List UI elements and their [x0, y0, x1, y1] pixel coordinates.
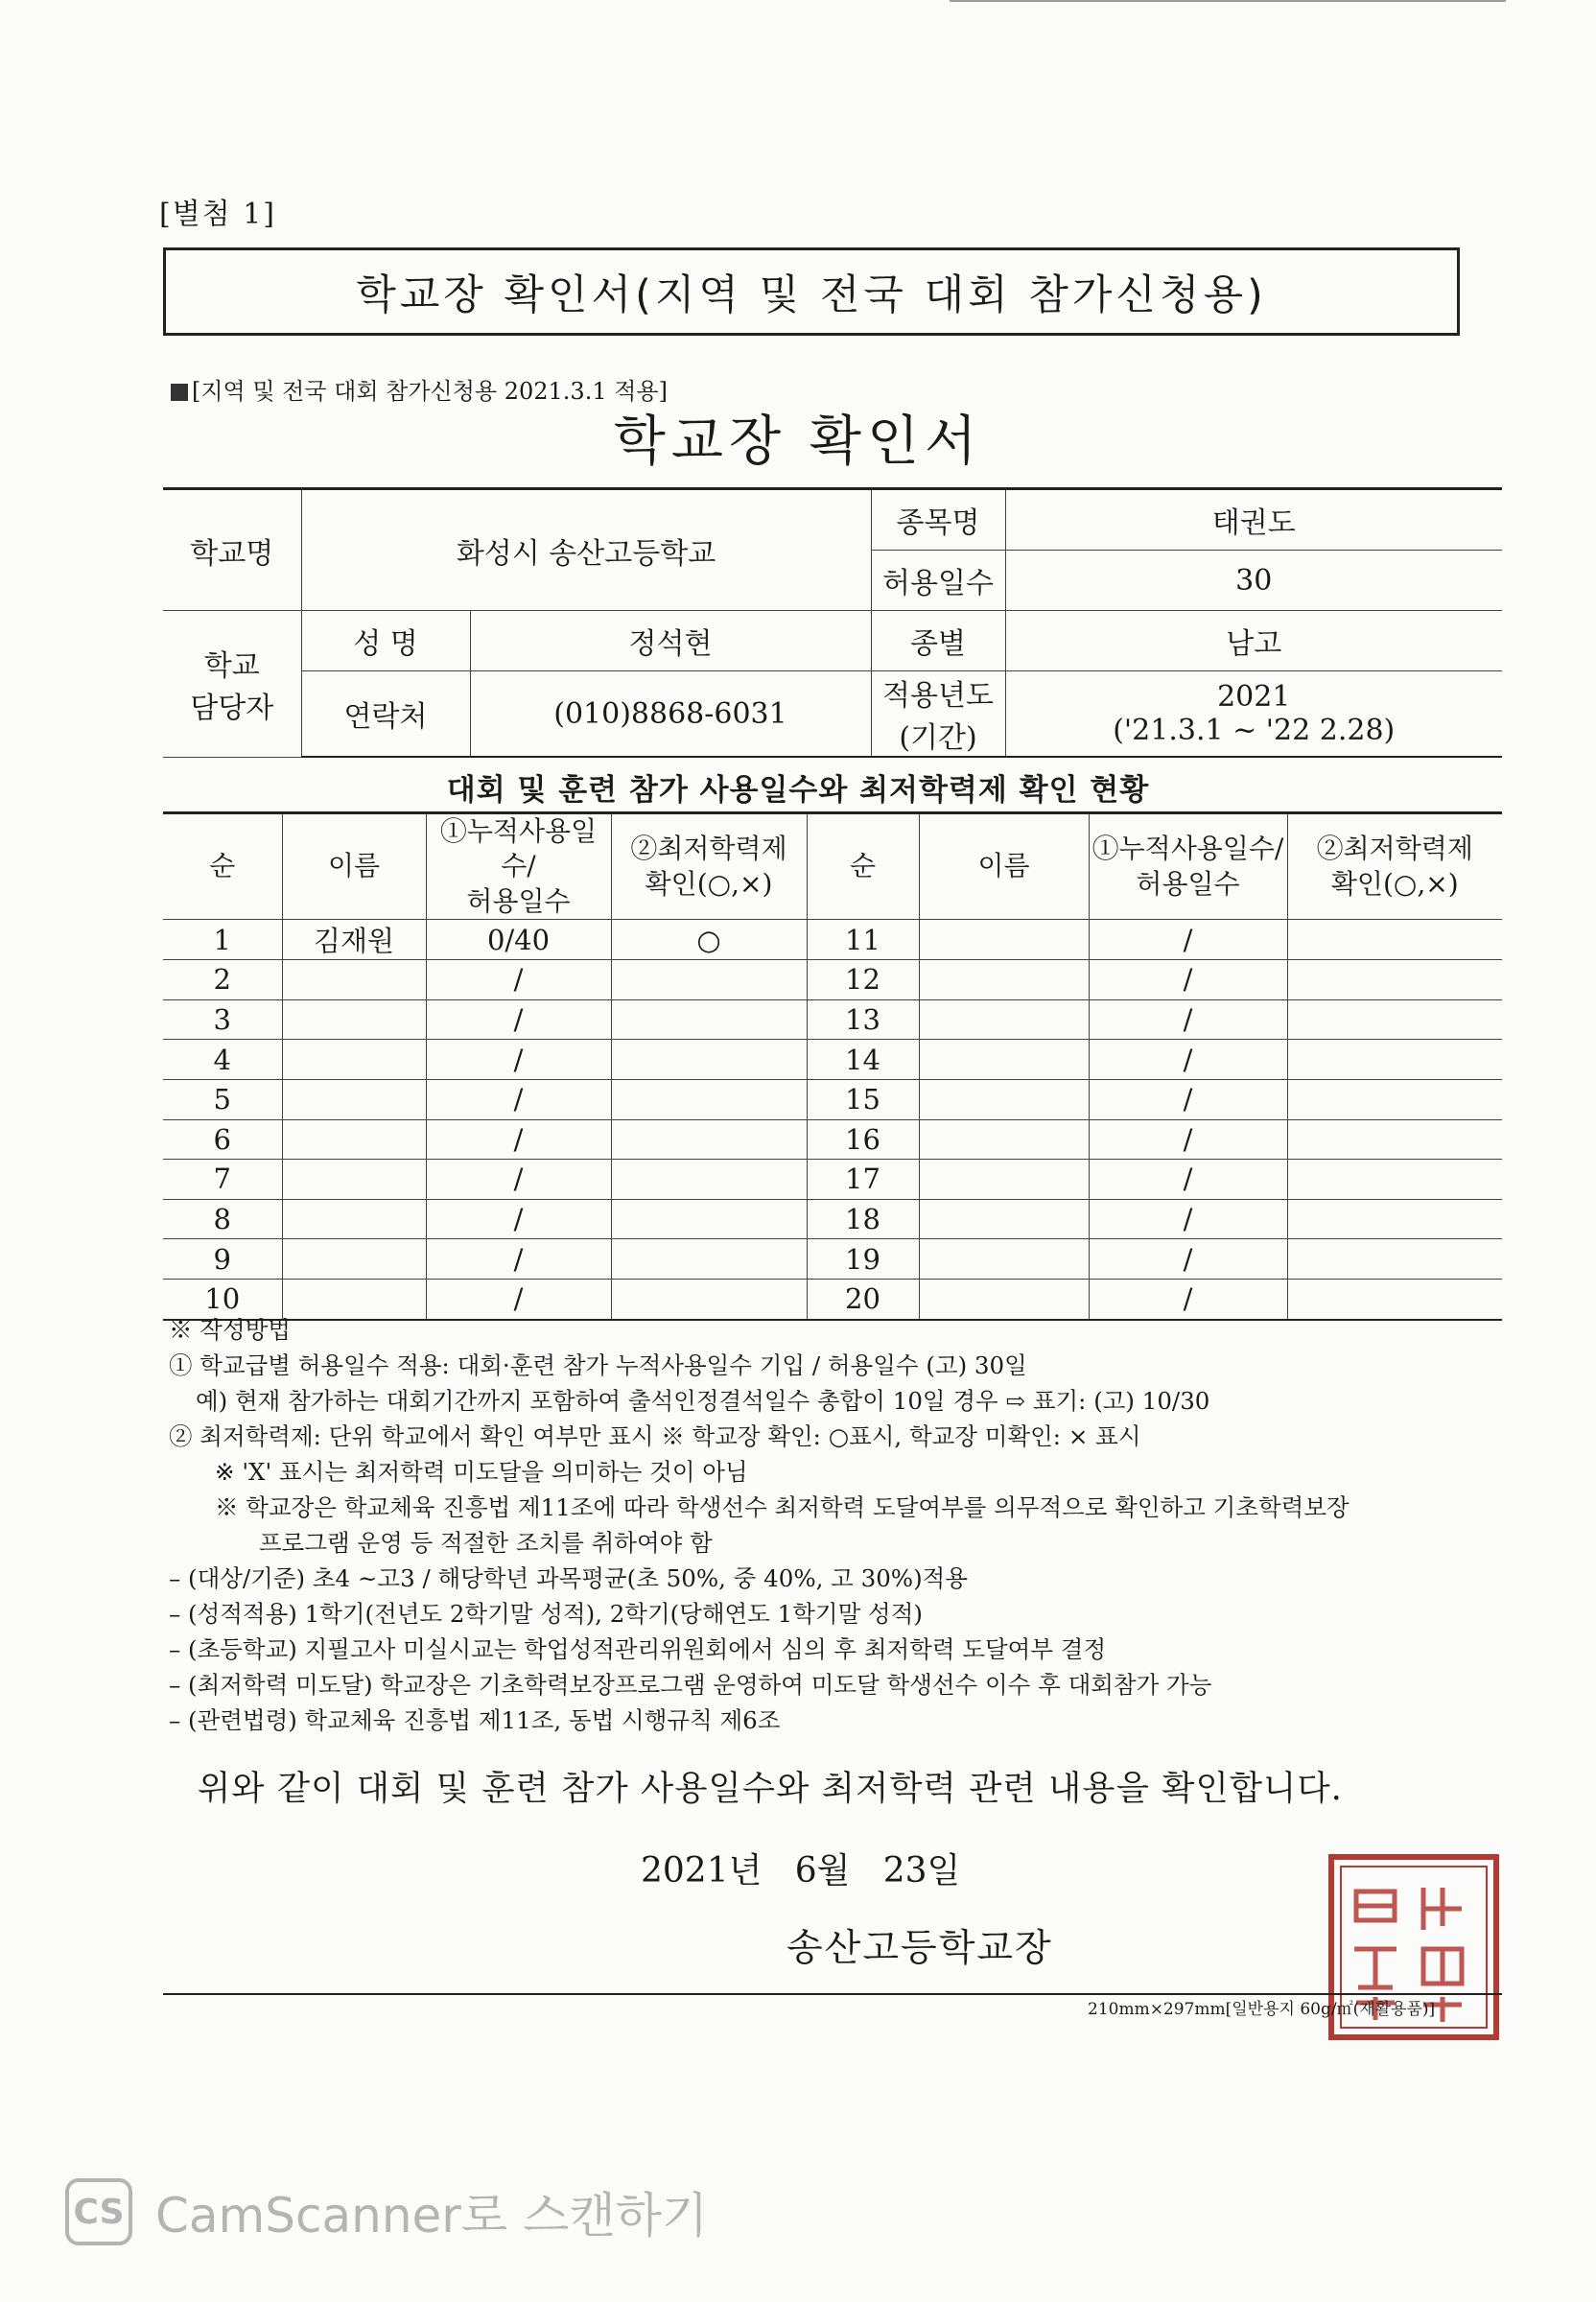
header-days-line1: ①누적사용일수/ [439, 815, 598, 882]
paper-spec: 210mm×297mm[일반용지 60g/㎡(재활용품)] [1088, 2000, 1436, 2019]
year-value [1005, 671, 1502, 758]
year-value-line1: 2021 [1217, 680, 1291, 714]
note-1: ① 학교급별 허용일수 적용: 대회·훈련 참가 누적사용일수 기입 / 허용일수 (고) 30일 [169, 1351, 1027, 1379]
row-days: / [426, 1279, 611, 1319]
note-2: ② 최저학력제: 단위 학교에서 확인 여부만 표시 ※ 학교장 확인: ○표시, 학교장 미확인: × 표시 [169, 1422, 1141, 1450]
camscanner-text: CamScanner로 스캔하기 [155, 2188, 709, 2243]
row-name [282, 1160, 426, 1200]
row-days-2: / [1089, 1040, 1287, 1080]
row-no: 2 [163, 960, 282, 1000]
row-check-2 [1287, 1199, 1502, 1239]
header-min-line1: ②최저학력제 [630, 833, 787, 865]
row-check-2 [1287, 920, 1502, 960]
instructions [169, 1312, 1502, 1738]
row-days-2: / [1089, 960, 1287, 1000]
row-days: / [426, 1160, 611, 1200]
section-title: 대회 및 훈련 참가 사용일수와 최저학력제 확인 현황 [446, 773, 1150, 808]
row-days: / [426, 1040, 611, 1080]
header-days-2-line2: 허용일수 [1136, 867, 1240, 900]
top-edge-line [950, 0, 1506, 2]
annex-label: [별첨 1] [159, 198, 276, 231]
row-no: 8 [163, 1199, 282, 1239]
row-no-2: 17 [807, 1160, 919, 1200]
row-days: / [426, 960, 611, 1000]
sport-value: 태권도 [1005, 489, 1502, 551]
row-name-2 [919, 1160, 1089, 1200]
camscanner-logo-icon: CS [65, 2178, 132, 2245]
row-check-2 [1287, 1040, 1502, 1080]
note-principal-duty-cont: 프로그램 운영 등 적절한 조치를 취하여야 함 [259, 1529, 713, 1557]
header-no-2: 순 [807, 813, 919, 920]
table-row [163, 1160, 1502, 1200]
row-days-2: / [1089, 1199, 1287, 1239]
row-name [282, 1079, 426, 1119]
row-check [611, 999, 807, 1040]
row-days: / [426, 1119, 611, 1160]
contact-label: 연락처 [301, 671, 470, 758]
row-days-2: / [1089, 1079, 1287, 1119]
camscanner-watermark [65, 2177, 708, 2246]
confirm-statement: 위와 같이 대회 및 훈련 참가 사용일수와 최저학력 관련 내용을 확인합니다. [198, 1769, 1343, 1808]
row-check: ○ [611, 920, 807, 960]
row-name [282, 1199, 426, 1239]
row-no-2: 16 [807, 1119, 919, 1160]
row-no-2: 13 [807, 999, 919, 1040]
row-no: 9 [163, 1239, 282, 1280]
note-example: 예) 현재 참가하는 대회기간까지 포함하여 출석인정결석일수 총합이 10일 경우 ⇨ 표기: (고) 10/30 [196, 1387, 1210, 1415]
row-check-2 [1287, 999, 1502, 1040]
row-no-2: 15 [807, 1079, 919, 1119]
row-days: / [426, 1199, 611, 1239]
sub-note-text: [지역 및 전국 대회 참가신청용 2021.3.1 적용] [192, 378, 668, 405]
row-name [282, 1239, 426, 1280]
year-label-line1: 적용년도 [882, 679, 994, 713]
school-value: 화성시 송산고등학교 [301, 489, 871, 611]
note-grades: – (성적적용) 1학기(전년도 2학기말 성적), 2학기(당해연도 1학기말 성적) [169, 1600, 923, 1628]
row-no-2: 18 [807, 1199, 919, 1239]
header-no: 순 [163, 813, 282, 920]
row-name-2 [919, 1079, 1089, 1119]
year-label [871, 671, 1005, 758]
roster-table [163, 811, 1502, 1321]
row-check-2 [1287, 1079, 1502, 1119]
row-name [282, 999, 426, 1040]
row-name-2 [919, 920, 1089, 960]
row-no-2: 12 [807, 960, 919, 1000]
row-no-2: 11 [807, 920, 919, 960]
table-row [163, 1119, 1502, 1160]
name-label: 성 명 [301, 611, 470, 671]
row-days-2: / [1089, 1119, 1287, 1160]
row-check [611, 1199, 807, 1239]
header-min-2-line2: 확인(○,×) [1330, 867, 1459, 900]
row-check-2 [1287, 1239, 1502, 1280]
table-row [163, 920, 1502, 960]
row-no: 10 [163, 1279, 282, 1319]
row-check [611, 1119, 807, 1160]
row-check-2 [1287, 960, 1502, 1000]
row-check-2 [1287, 1160, 1502, 1200]
row-no: 6 [163, 1119, 282, 1160]
signer-title: 송산고등학교장 [786, 1927, 1053, 1970]
row-name-2 [919, 1040, 1089, 1080]
form-title: 학교장 확인서 [613, 411, 983, 473]
year-label-line2: (기간) [899, 721, 977, 755]
header-name: 이름 [282, 813, 426, 920]
row-name [282, 960, 426, 1000]
row-no: 1 [163, 920, 282, 960]
header-min-2-line1: ②최저학력제 [1316, 833, 1473, 865]
header-days-2 [1089, 813, 1287, 920]
header-days-2-line1: ①누적사용일수/ [1091, 833, 1284, 865]
header-name-2: 이름 [919, 813, 1089, 920]
table-row [163, 960, 1502, 1000]
row-check-2 [1287, 1119, 1502, 1160]
document-title: 학교장 확인서(지역 및 전국 대회 참가신청용) [163, 247, 1460, 336]
note-target: – (대상/기준) 초4 ~고3 / 해당학년 과목평균(초 50%, 중 40%, 고 30%)적용 [169, 1564, 968, 1592]
row-days-2: / [1089, 1239, 1287, 1280]
header-min [611, 813, 807, 920]
row-days-2: / [1089, 1279, 1287, 1319]
row-days-2: / [1089, 920, 1287, 960]
row-days: 0/40 [426, 920, 611, 960]
sport-label: 종목명 [871, 489, 1005, 551]
row-no: 4 [163, 1040, 282, 1080]
row-name: 김재원 [282, 920, 426, 960]
row-name-2 [919, 1239, 1089, 1280]
table-row [163, 1040, 1502, 1080]
row-no: 7 [163, 1160, 282, 1200]
row-days-2: / [1089, 1160, 1287, 1200]
note-law: – (관련법령) 학교체육 진흥법 제11조, 동법 시행규칙 제6조 [169, 1706, 781, 1734]
note-heading: ※ 작성방법 [169, 1316, 291, 1344]
row-check [611, 960, 807, 1000]
row-no-2: 19 [807, 1239, 919, 1280]
contact-value: (010)8868-6031 [470, 671, 871, 758]
row-no-2: 20 [807, 1279, 919, 1319]
row-name-2 [919, 999, 1089, 1040]
header-days-line2: 허용일수 [466, 884, 571, 917]
category-label: 종별 [871, 611, 1005, 671]
name-value: 정석현 [470, 611, 871, 671]
allowed-days-label: 허용일수 [871, 551, 1005, 611]
note-unmet: – (최저학력 미도달) 학교장은 기초학력보장프로그램 운영하여 미도달 학생선수 이수 후 대회참가 가능 [169, 1671, 1212, 1699]
note-x-meaning: ※ 'X' 표시는 최저학력 미도달을 의미하는 것이 아님 [215, 1458, 748, 1486]
row-name-2 [919, 960, 1089, 1000]
row-check [611, 1040, 807, 1080]
table-row [163, 1079, 1502, 1119]
note-principal-duty: ※ 학교장은 학교체육 진흥법 제11조에 따라 학생선수 최저학력 도달여부를 의무적으로 확인하고 기초학력보장 [215, 1493, 1350, 1521]
manager-label [163, 611, 301, 758]
header-days [426, 813, 611, 920]
header-min-line2: 확인(○,×) [645, 867, 773, 900]
row-days: / [426, 1079, 611, 1119]
allowed-days-value: 30 [1005, 551, 1502, 611]
row-days: / [426, 1239, 611, 1280]
roster-body [163, 920, 1502, 1320]
row-days-2: / [1089, 999, 1287, 1040]
manager-label-line2: 담당자 [190, 691, 274, 725]
row-days: / [426, 999, 611, 1040]
table-row [163, 1199, 1502, 1239]
header-min-2 [1287, 813, 1502, 920]
issue-date: 2021년 6월 23일 [641, 1851, 961, 1891]
manager-label-line1: 학교 [203, 648, 260, 683]
info-table [163, 487, 1502, 758]
table-row [163, 999, 1502, 1040]
table-row [163, 1239, 1502, 1280]
year-value-line2: ('21.3.1 ~ '22 2.28) [1113, 714, 1396, 747]
category-value: 남고 [1005, 611, 1502, 671]
school-label: 학교명 [163, 489, 301, 611]
row-check [611, 1079, 807, 1119]
row-check [611, 1160, 807, 1200]
row-check [611, 1239, 807, 1280]
row-name-2 [919, 1119, 1089, 1160]
row-name [282, 1119, 426, 1160]
row-no: 5 [163, 1079, 282, 1119]
row-name [282, 1040, 426, 1080]
row-no: 3 [163, 999, 282, 1040]
row-no-2: 14 [807, 1040, 919, 1080]
row-name-2 [919, 1199, 1089, 1239]
note-elementary: – (초등학교) 지필고사 미실시교는 학업성적관리위원회에서 심의 후 최저학력 도달여부 결정 [169, 1635, 1107, 1663]
